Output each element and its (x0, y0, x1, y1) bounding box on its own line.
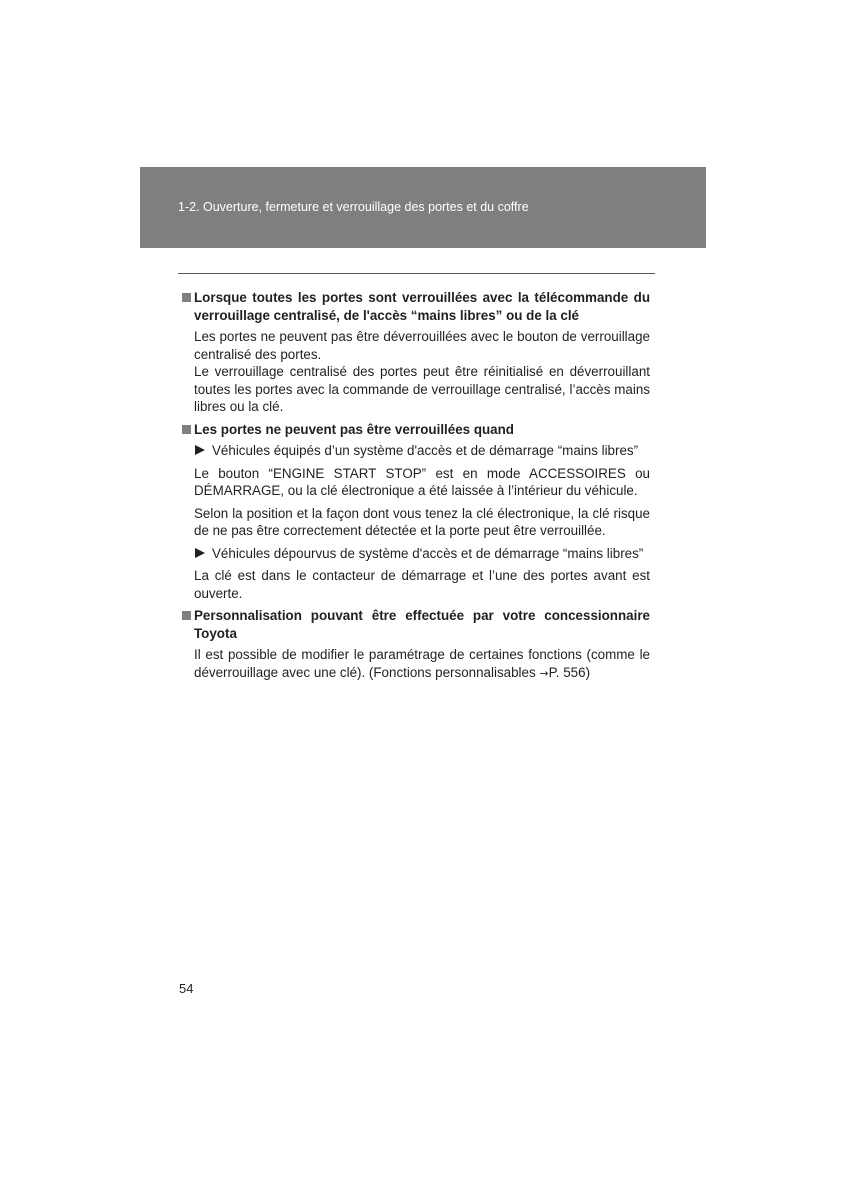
triangle-bullet-icon (195, 548, 205, 558)
triangle-bullet-icon (195, 445, 205, 455)
body-paragraph: Selon la position et la façon dont vous tenez la clé électronique, la clé risque de ne pas être correctement détectée et la porte peut être verrouillée. (194, 505, 650, 538)
square-bullet-icon (182, 611, 191, 620)
reference-arrow-icon: → (539, 666, 549, 680)
section-locked-remote (182, 289, 650, 416)
section-header-band (140, 167, 706, 248)
body-paragraph: La clé est dans le contacteur de démarrage et l’une des portes avant est ouverte. (194, 568, 650, 601)
section-heading-text: Lorsque toutes les portes sont verrouillées avec la télécommande du verrouillage centralisé, de l'accès “mains libres” ou de la clé (194, 290, 650, 323)
subheading-text: Véhicules équipés d’un système d'accès et de démarrage “mains libres” (212, 443, 639, 458)
body-paragraph (194, 646, 650, 682)
subheading-text: Véhicules dépourvus de système d'accès et de démarrage “mains libres” (212, 545, 644, 561)
body-paragraph: Le verrouillage centralisé des portes peut être réinitialisé en déverrouillant toutes les portes avec la commande de verrouillage centralisé, l’accès mains libres ou la clé. (194, 364, 650, 414)
square-bullet-icon (182, 293, 191, 302)
paragraph-text: Il est possible de modifier le paramétrage de certaines fonctions (comme le déverrouillage avec une clé). (Fonctions personnalisables (194, 647, 650, 680)
section-customization (182, 607, 650, 682)
vehicle-type-subheading (194, 442, 650, 460)
section-title: 1-2. Ouverture, fermeture et verrouillage des portes et du coffre (178, 200, 529, 214)
vehicle-type-subheading (194, 545, 650, 563)
section-heading (182, 289, 650, 324)
page-number: 54 (179, 981, 194, 996)
section-heading (182, 607, 650, 642)
square-bullet-icon (182, 425, 191, 434)
main-content (182, 289, 650, 687)
body-paragraph: Le bouton “ENGINE START STOP” est en mode ACCESSOIRES ou DÉMARRAGE, ou la clé électronique a été laissée à l’intérieur du véhicule. (194, 465, 650, 498)
divider-rule (178, 273, 655, 274)
section-heading-text: Les portes ne peuvent pas être verrouillées quand (194, 421, 514, 437)
section-heading-text: Personnalisation pouvant être effectuée par votre concessionnaire Toyota (194, 608, 650, 641)
section-heading (182, 421, 650, 439)
body-paragraph: Les portes ne peuvent pas être déverrouillées avec le bouton de verrouillage centralisé des portes. (194, 329, 650, 362)
page-reference-link[interactable]: P. 556) (548, 664, 591, 680)
section-cannot-lock (182, 421, 650, 603)
